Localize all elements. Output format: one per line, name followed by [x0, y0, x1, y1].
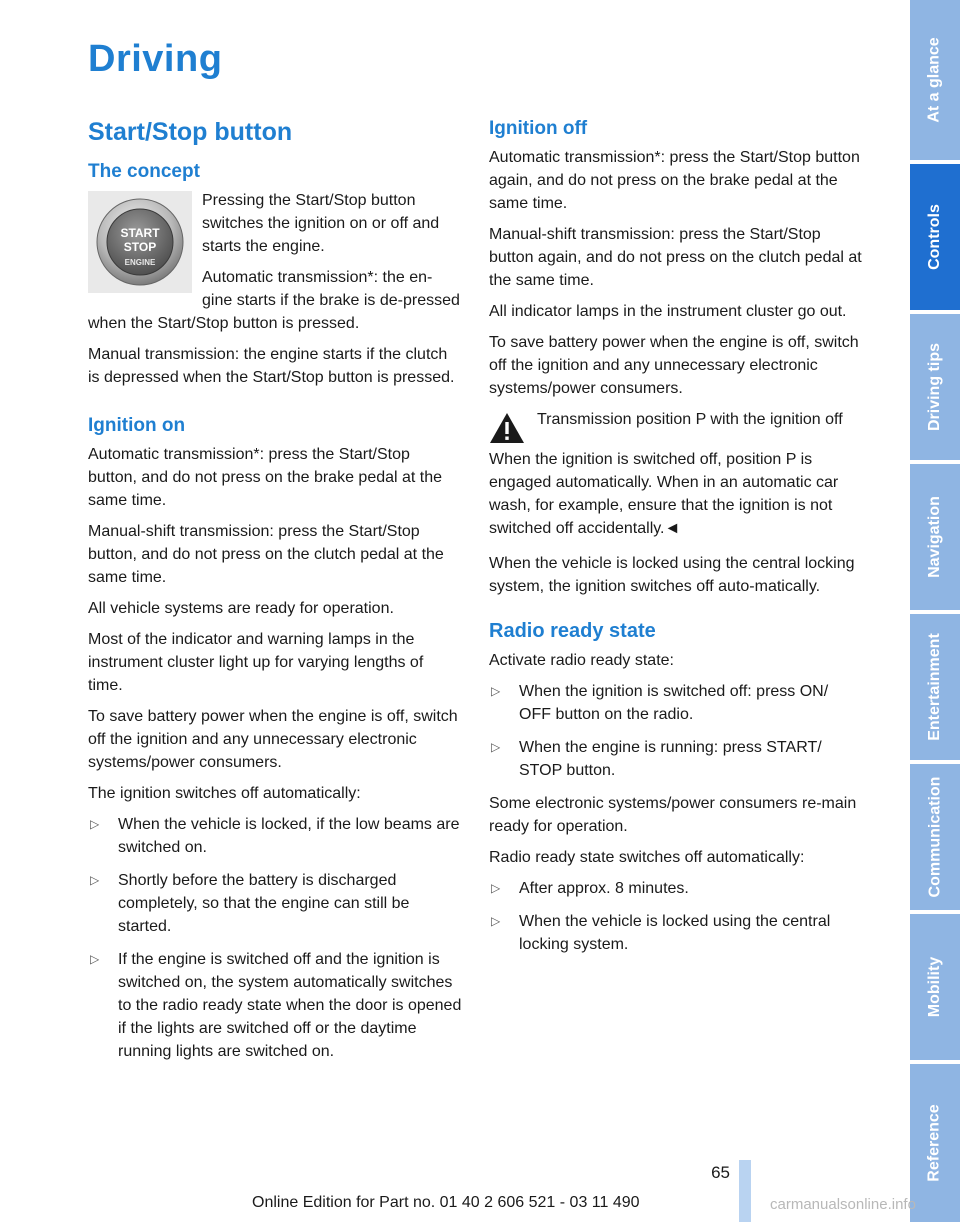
- left-column: [88, 118, 462, 1073]
- button-text-stop: STOP: [123, 240, 157, 254]
- bullet-triangle-icon: ▷: [491, 881, 501, 895]
- heading-radio-ready-state: Radio ready state: [489, 620, 656, 642]
- right-column: [489, 118, 863, 966]
- ignition-on-paragraph-3: All vehicle systems are ready for operation.: [88, 600, 394, 617]
- page-number-bar: [739, 1160, 751, 1222]
- list-item: [489, 736, 863, 782]
- list-item: [489, 910, 863, 956]
- ignition-off-paragraph-2: Manual-shift transmission: press the Start/Stop button again, and do not press on the clutch pedal at the same time.: [489, 226, 862, 289]
- list-item-text: If the engine is switched off and the ignition is switched on, the system automatically switches to the radio ready state when the door is opened if the lights are switched off or the daytime running lights are switched on.: [118, 951, 462, 1060]
- bullet-triangle-icon: ▷: [491, 684, 501, 698]
- heading-ignition-on: Ignition on: [88, 415, 186, 436]
- footer-edition-text: Online Edition for Part no. 01 40 2 606 521 - 03 11 490: [252, 1194, 640, 1211]
- concept-paragraph-2: Automatic transmission*: the en-gine starts if the brake is de-pressed when the Start/Stop button is pressed.: [88, 269, 460, 332]
- warning-text: When the ignition is switched off, position P is engaged automatically. When in an automatic car wash, for example, ensure that the ignition is not switched off accidentally.◄: [489, 451, 839, 537]
- tab-label: Controls: [926, 204, 943, 270]
- ignition-off-paragraph-5: When the vehicle is locked using the central locking system, the ignition switches off auto-matically.: [489, 555, 855, 595]
- watermark: carmanualsonline.info: [770, 1196, 916, 1213]
- start-stop-button-image: [88, 191, 192, 293]
- tab-controls[interactable]: [910, 164, 960, 310]
- bullet-triangle-icon: ▷: [491, 914, 501, 928]
- concept-paragraph-1: Pressing the Start/Stop button switches the ignition on or off and starts the engine.: [202, 192, 440, 255]
- ignition-on-paragraph-2: Manual-shift transmission: press the Start/Stop button, and do not press on the clutch pedal at the same time.: [88, 523, 444, 586]
- chapter-tabs: [910, 0, 960, 1222]
- tab-label: Communication: [926, 776, 944, 898]
- ignition-on-paragraph-4: Most of the indicator and warning lamps in the instrument cluster light up for varying lengths of time.: [88, 631, 424, 694]
- tab-at-a-glance[interactable]: [910, 0, 960, 160]
- list-item-text: When the engine is running: press START/ STOP button.: [519, 739, 822, 779]
- radio-paragraph-2: Some electronic systems/power consumers re-main ready for operation.: [489, 795, 857, 835]
- list-item-text: When the vehicle is locked, if the low beams are switched on.: [118, 816, 460, 856]
- radio-paragraph-1: Activate radio ready state:: [489, 652, 674, 669]
- button-text-start: START: [120, 226, 160, 240]
- section-title-start-stop: Start/Stop button: [88, 118, 293, 146]
- bullet-triangle-icon: ▷: [491, 740, 501, 754]
- button-text-engine: ENGINE: [124, 258, 156, 267]
- ignition-on-paragraph-6: The ignition switches off automatically:: [88, 785, 361, 802]
- list-item-text: When the vehicle is locked using the central locking system.: [519, 913, 831, 953]
- page-title: Driving: [88, 38, 223, 80]
- ignition-off-paragraph-1: Automatic transmission*: press the Start/Stop button again, and do not press on the brake pedal at the same time.: [489, 149, 860, 212]
- heading-the-concept: The concept: [88, 161, 200, 182]
- tab-label: Driving tips: [926, 342, 944, 432]
- bullet-triangle-icon: ▷: [90, 952, 100, 966]
- list-item: [88, 813, 462, 859]
- tab-label: Mobility: [926, 956, 943, 1018]
- page-number: 65: [711, 1163, 730, 1182]
- concept-block: [88, 189, 462, 343]
- tab-entertainment[interactable]: [910, 614, 960, 760]
- list-item: [489, 877, 863, 900]
- list-item: [88, 948, 462, 1063]
- tab-mobility[interactable]: [910, 914, 960, 1060]
- list-item-text: After approx. 8 minutes.: [519, 880, 689, 897]
- tab-navigation[interactable]: [910, 464, 960, 610]
- warning-title: Transmission position P with the ignition off: [537, 411, 843, 428]
- tab-label: Navigation: [926, 496, 944, 578]
- start-stop-button-icon: [95, 197, 185, 287]
- radio-auto-off-list: [489, 877, 863, 956]
- ignition-off-paragraph-3: All indicator lamps in the instrument cluster go out.: [489, 303, 847, 320]
- radio-activate-list: [489, 680, 863, 782]
- ignition-off-paragraph-4: To save battery power when the engine is off, switch off the ignition and any unnecessary electronic systems/power consumers.: [489, 334, 859, 397]
- list-item: [489, 680, 863, 726]
- list-item-text: Shortly before the battery is discharged completely, so that the engine can still be started.: [118, 872, 410, 935]
- tab-driving-tips[interactable]: [910, 314, 960, 460]
- tab-label: Reference: [926, 1104, 943, 1182]
- list-item-text: When the ignition is switched off: press ON/ OFF button on the radio.: [519, 683, 829, 723]
- tab-communication[interactable]: [910, 764, 960, 910]
- heading-ignition-off: Ignition off: [489, 118, 588, 139]
- concept-paragraph-3: Manual transmission: the engine starts if the clutch is depressed when the Start/Stop button is pressed.: [88, 346, 455, 386]
- radio-paragraph-3: Radio ready state switches off automatically:: [489, 849, 805, 866]
- list-item: [88, 869, 462, 938]
- tab-label: Entertainment: [926, 633, 944, 741]
- bullet-triangle-icon: ▷: [90, 873, 100, 887]
- auto-off-list: [88, 813, 462, 1063]
- ignition-on-paragraph-5: To save battery power when the engine is off, switch off the ignition and any unnecessary electronic systems/power consumers.: [88, 708, 458, 771]
- warning-block: [489, 408, 863, 448]
- ignition-on-paragraph-1: Automatic transmission*: press the Start/Stop button, and do not press on the brake pedal at the same time.: [88, 446, 443, 509]
- tab-reference[interactable]: [910, 1064, 960, 1222]
- bullet-triangle-icon: ▷: [90, 817, 100, 831]
- tab-label: At a glance: [926, 37, 944, 123]
- warning-triangle-icon: [489, 412, 525, 444]
